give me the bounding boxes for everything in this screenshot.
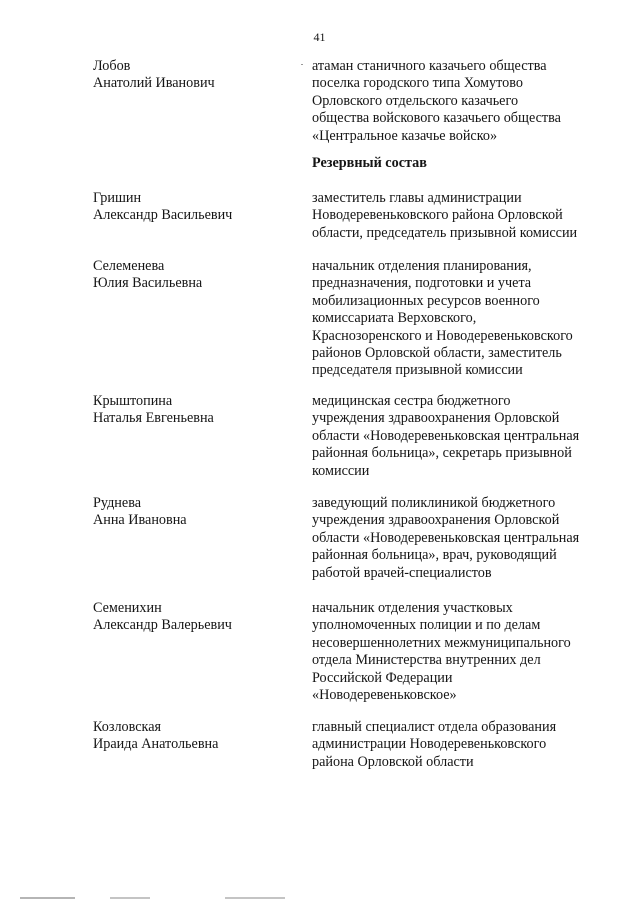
scan-speck [301, 64, 303, 65]
member-name: Гришин Александр Васильевич [93, 190, 233, 224]
member-role: начальник отделения участковых уполномоченных полиции и по делам несовершеннолетних межмуниципального отдела Министерства внутренних дел Российской Федерации «Новодеревеньковское» [312, 600, 571, 704]
member-name: Козловская Ираида Анатольевна [93, 719, 219, 753]
member-name: Лобов Анатолий Иванович [93, 58, 215, 92]
member-role: начальник отделения планирования, предназначения, подготовки и учета мобилизационных ресурсов военного комиссариата Верховского, Краснозоренского и Новодеревеньковского районов Орловской области, заместитель председателя призывной комиссии [312, 258, 573, 379]
member-name: Семенихин Александр Валерьевич [93, 600, 232, 634]
member-role: атаман станичного казачьего общества поселка городского типа Хомутово Орловского отдельского казачьего общества войскового казачьего общества «Центральное казачье войско» [312, 58, 561, 144]
scan-edge-mark [225, 897, 285, 899]
member-role: главный специалист отдела образования администрации Новодеревеньковского района Орловской области [312, 719, 557, 770]
member-name: Крыштопина Наталья Евгеньевна [93, 393, 214, 427]
page-number: 41 [313, 30, 326, 44]
member-name: Руднева Анна Ивановна [93, 495, 187, 529]
reserve-section-heading: Резервный состав [312, 155, 427, 171]
member-role: медицинская сестра бюджетного учреждения здравоохранения Орловской области «Новодеревеньковская центральная районная больница», секретарь призывной комиссии [312, 393, 580, 479]
scan-edge-mark [20, 897, 75, 899]
member-role: заместитель главы администрации Новодеревеньковского района Орловской области, председатель призывной комиссии [312, 190, 578, 241]
member-role: заведующий поликлиникой бюджетного учреждения здравоохранения Орловской области «Новодеревеньковская центральная районная больница», врач, руководящий работой врачей-специалистов [312, 495, 580, 581]
member-name: Селеменева Юлия Васильевна [93, 258, 203, 292]
scan-edge-mark [110, 897, 150, 899]
